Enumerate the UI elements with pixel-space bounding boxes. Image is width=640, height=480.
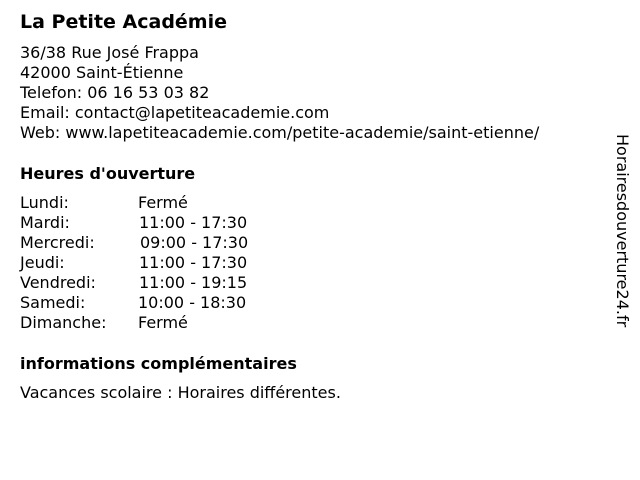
hours-row-tuesday: [20, 213, 320, 233]
time-value: 11:00 - 17:30: [139, 213, 248, 232]
day-label: Dimanche:: [20, 313, 107, 332]
day-label: Jeudi:: [20, 253, 65, 272]
day-label: Mardi:: [20, 213, 70, 232]
time-value: 09:00 - 17:30: [140, 233, 249, 252]
site-watermark: [612, 134, 634, 374]
hours-row-sunday: [20, 313, 320, 333]
hours-row-monday: [20, 193, 320, 213]
day-label: Vendredi:: [20, 273, 96, 292]
additional-info-text: Vacances scolaire : Horaires différentes.: [20, 383, 341, 402]
day-label: Mercredi:: [20, 233, 95, 252]
web-line: Web: www.lapetiteacademie.com/petite-academie/saint-etienne/: [20, 123, 540, 142]
time-value: 11:00 - 19:15: [139, 273, 248, 292]
email-line: Email: contact@lapetiteacademie.com: [20, 103, 330, 122]
day-label: Lundi:: [20, 193, 69, 212]
site-watermark-text: Horairesdouverture24.fr: [613, 134, 632, 328]
hours-row-saturday: [20, 293, 320, 313]
hours-row-friday: [20, 273, 320, 293]
address-line-2: 42000 Saint-Étienne: [20, 63, 184, 82]
time-value: 10:00 - 18:30: [138, 293, 247, 312]
business-name: La Petite Académie: [20, 11, 228, 33]
hours-row-thursday: [20, 253, 320, 273]
phone-line: Telefon: 06 16 53 03 82: [20, 83, 210, 102]
time-value: Fermé: [138, 313, 188, 332]
time-value: 11:00 - 17:30: [139, 253, 248, 272]
opening-hours-heading: Heures d'ouverture: [20, 164, 196, 183]
hours-row-wednesday: [20, 233, 320, 253]
day-label: Samedi:: [20, 293, 86, 312]
address-line-1: 36/38 Rue José Frappa: [20, 43, 199, 62]
time-value: Fermé: [138, 193, 188, 212]
additional-info-heading: informations complémentaires: [20, 354, 297, 373]
